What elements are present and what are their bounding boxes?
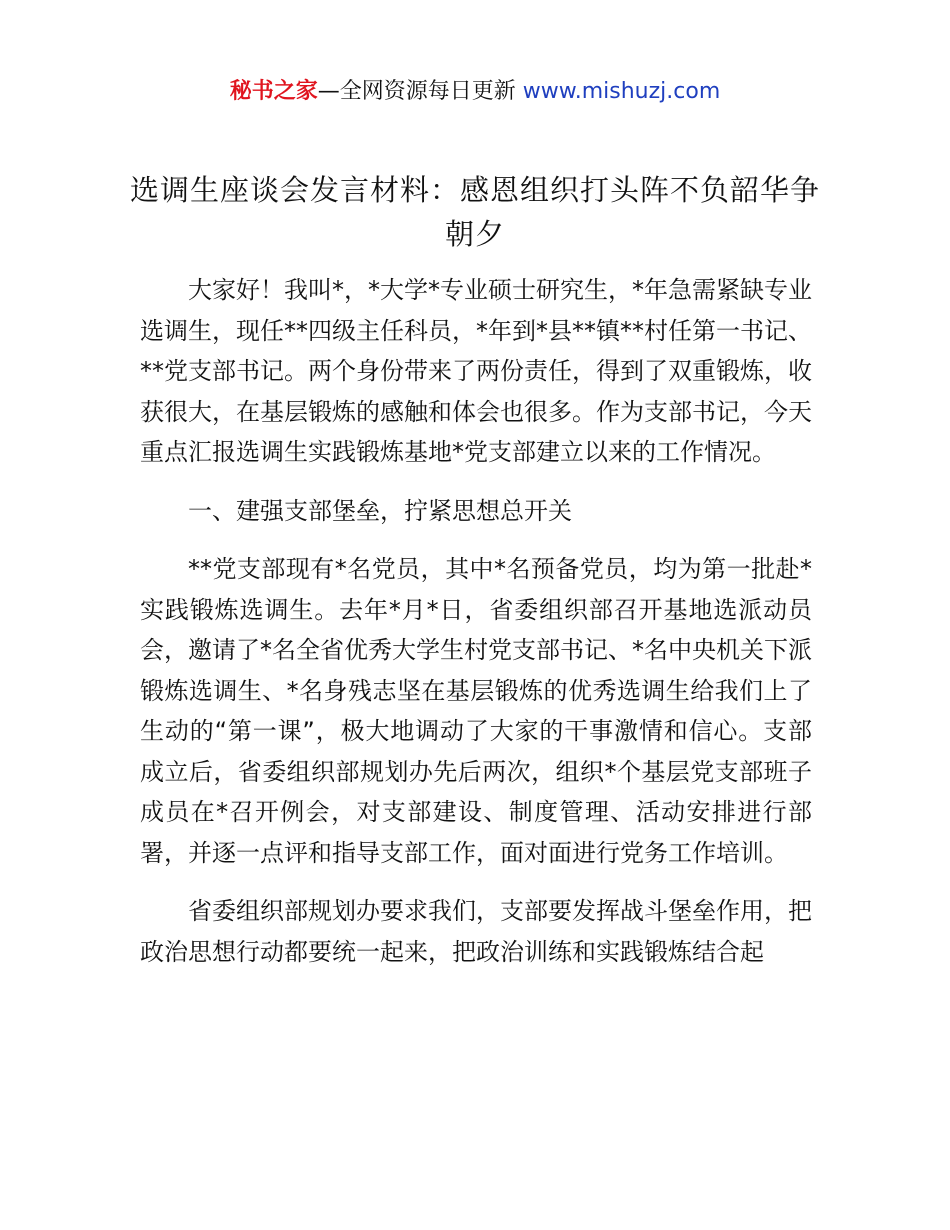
site-header [0, 76, 950, 108]
paragraph-intro: 大家好！我叫*，*大学*专业硕士研究生，*年急需紧缺专业选调生，现任**四级主任科员，*年到*县**镇**村任第一书记、**党支部书记。两个身份带来了两份责任，得到了双重锻炼，收获很大，在基层锻炼的感触和体会也很多。作为支部书记，今天重点汇报选调生实践锻炼基地*党支部建立以来的工作情况。 [140, 276, 812, 466]
site-brand: 秘书之家 [229, 79, 318, 104]
site-tagline: —全网资源每日更新 [317, 79, 523, 104]
document-title: 选调生座谈会发言材料：感恩组织打头阵不负韶华争朝夕 [129, 173, 820, 251]
section-heading-1: 一、建强支部堡垒，拧紧思想总开关 [188, 496, 572, 525]
document-body [140, 270, 812, 990]
paragraph-party-branch: **党支部现有*名党员，其中*名预备党员，均为第一批赴*实践锻炼选调生。去年*月*日，省委组织部召开基地选派动员会，邀请了*名全省优秀大学生村党支部书记、*名中央机关下派锻炼选调生、*名身残志坚在基层锻炼的优秀选调生给我们上了生动的“第一课”，极大地调动了大家的干事激情和信心。支部成立后，省委组织部规划办先后两次，组织*个基层党支部班子成员在*召开例会，对支部建设、制度管理、活动安排进行部署，并逐一点评和指导支部工作，面对面进行党务工作培训。 [140, 555, 812, 867]
site-url-link[interactable]: www.mishuzj.com [522, 79, 721, 104]
paragraph-requirements: 省委组织部规划办要求我们，支部要发挥战斗堡垒作用，把政治思想行动都要统一起来，把政治训练和实践锻炼结合起 [140, 897, 812, 966]
